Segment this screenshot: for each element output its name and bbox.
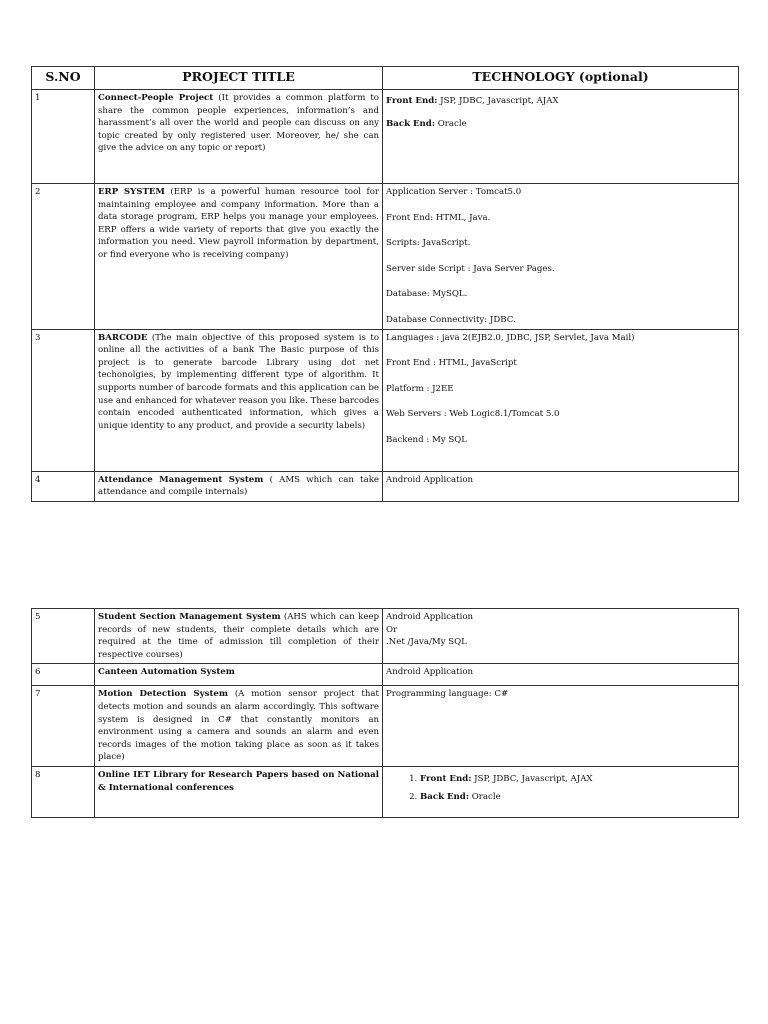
table-row — [32, 766, 739, 817]
project-details: (A motion sensor project that detects motion and sounds an alarm accordingly. This software system is designed in C# that constantly monitors an environment using a camera and sounds an alarm and even records images of the motion taking place as soon as it takes place) — [98, 689, 379, 763]
tech-line: Languages : java 2(EJB2.0, JDBC, JSP, Servlet, Java Mail) — [386, 332, 635, 343]
header-project-title: PROJECT TITLE — [95, 67, 383, 90]
tech-value: Oracle — [435, 118, 467, 129]
row-number: 6 — [32, 664, 95, 686]
projects-table-part-2 — [31, 608, 739, 818]
project-title: Canteen Automation System — [98, 667, 235, 678]
tech-line: Android Application — [386, 474, 474, 485]
tech-label: Front End: — [420, 773, 472, 784]
project-title: Motion Detection System — [98, 689, 228, 700]
tech-line — [386, 118, 735, 131]
tech-line: Backend : My SQL — [386, 434, 467, 445]
row-number: 3 — [32, 329, 95, 471]
project-description — [95, 609, 383, 664]
tech-line — [386, 95, 735, 108]
tech-line: Web Servers : Web Logic8.1/Tomcat 5.0 — [386, 409, 560, 420]
project-title: ERP SYSTEM — [98, 187, 165, 197]
project-title: Attendance Management System — [98, 474, 264, 485]
technology-cell — [383, 664, 739, 686]
tech-line: .Net /Java/My SQL — [386, 637, 467, 648]
project-description — [95, 766, 383, 817]
tech-line: Front End: HTML, Java. — [386, 212, 491, 223]
table-row — [32, 184, 739, 330]
technology-cell — [383, 90, 739, 184]
tech-value: JSP, JDBC, Javascript, AJAX — [471, 773, 593, 784]
tech-label: Back End: — [386, 118, 435, 129]
table-row — [32, 609, 739, 664]
header-technology: TECHNOLOGY (optional) — [383, 67, 739, 90]
table-row — [32, 686, 739, 767]
tech-line: Programming language: C# — [386, 689, 509, 700]
tech-label: Front End: — [386, 96, 438, 106]
project-title: Student Section Management System — [98, 612, 281, 622]
tech-line: Front End : HTML, JavaScript — [386, 358, 517, 369]
project-description — [95, 664, 383, 686]
technology-cell — [383, 686, 739, 767]
tech-line: Database Connectivity: JDBC. — [386, 314, 516, 325]
technology-cell — [383, 184, 739, 330]
project-details: ( AMS which can take attendance and compile internals) — [98, 474, 380, 498]
project-description — [95, 90, 383, 184]
row-number: 4 — [32, 471, 95, 501]
row-number: 1 — [32, 90, 95, 184]
tech-line: Android Application — [386, 612, 474, 622]
project-title: BARCODE — [98, 332, 148, 343]
technology-cell — [383, 471, 739, 501]
table-row — [32, 471, 739, 501]
project-title: Connect-People Project — [98, 93, 214, 103]
project-description — [95, 329, 383, 471]
tech-line: Scripts: JavaScript. — [386, 238, 471, 249]
tech-value: JSP, JDBC, Javascript, AJAX — [437, 96, 559, 106]
technology-cell — [383, 609, 739, 664]
projects-table-part-1 — [31, 66, 739, 502]
project-details: (AHS which can keep records of new students, their complete details which are required at the time of admission till completion of their respective courses) — [98, 612, 379, 660]
project-description — [95, 471, 383, 501]
technology-cell — [383, 766, 739, 817]
project-details: (It provides a common platform to share the common people experiences, information’s and harassment’s all over the world and people can discuss on any topic created by only registered user. Moreover, he/ she can give the advice on any topic or report) — [98, 93, 379, 154]
tech-line — [420, 791, 735, 804]
project-description — [95, 184, 383, 330]
row-number: 5 — [32, 609, 95, 664]
tech-line: Or — [386, 624, 398, 635]
technology-list — [386, 773, 735, 803]
tech-line — [420, 773, 735, 786]
row-number: 7 — [32, 686, 95, 767]
table-row — [32, 329, 739, 471]
row-number: 8 — [32, 766, 95, 817]
tech-line: Application Server : Tomcat5.0 — [386, 187, 522, 197]
technology-cell — [383, 329, 739, 471]
header-row — [32, 67, 739, 90]
tech-line: Platform : J2EE — [386, 383, 454, 394]
table-row — [32, 90, 739, 184]
tech-value: Oracle — [469, 791, 501, 802]
project-details: (The main objective of this proposed system is to online all the activities of a bank The Basic purpose of this project is to generate barcode Library using dot net techonolgies, by implementing different type of algorithm. It supports number of barcode formats and this application can be use and enhanced for whatever reason you like. These barcodes contain encoded authenticated information, which gives a unique identity to any product, and provide a security labels) — [98, 332, 379, 431]
table-row — [32, 664, 739, 686]
project-description — [95, 686, 383, 767]
tech-label: Back End: — [420, 791, 469, 802]
tech-line: Database: MySQL. — [386, 289, 468, 300]
tech-line: Android Application — [386, 667, 474, 678]
project-details: (ERP is a powerful human resource tool for maintaining employee and company information. More than a data storage program, ERP helps you manage your employees. ERP offers a wide variety of reports that give you exactly the information you need. View payroll information by department, or find everyone who is receiving company) — [98, 187, 379, 260]
tech-line: Server side Script : Java Server Pages. — [386, 263, 555, 274]
row-number: 2 — [32, 184, 95, 330]
header-sno: S.NO — [32, 67, 95, 90]
project-title: Online IET Library for Research Papers based on National & International conferences — [98, 769, 379, 793]
